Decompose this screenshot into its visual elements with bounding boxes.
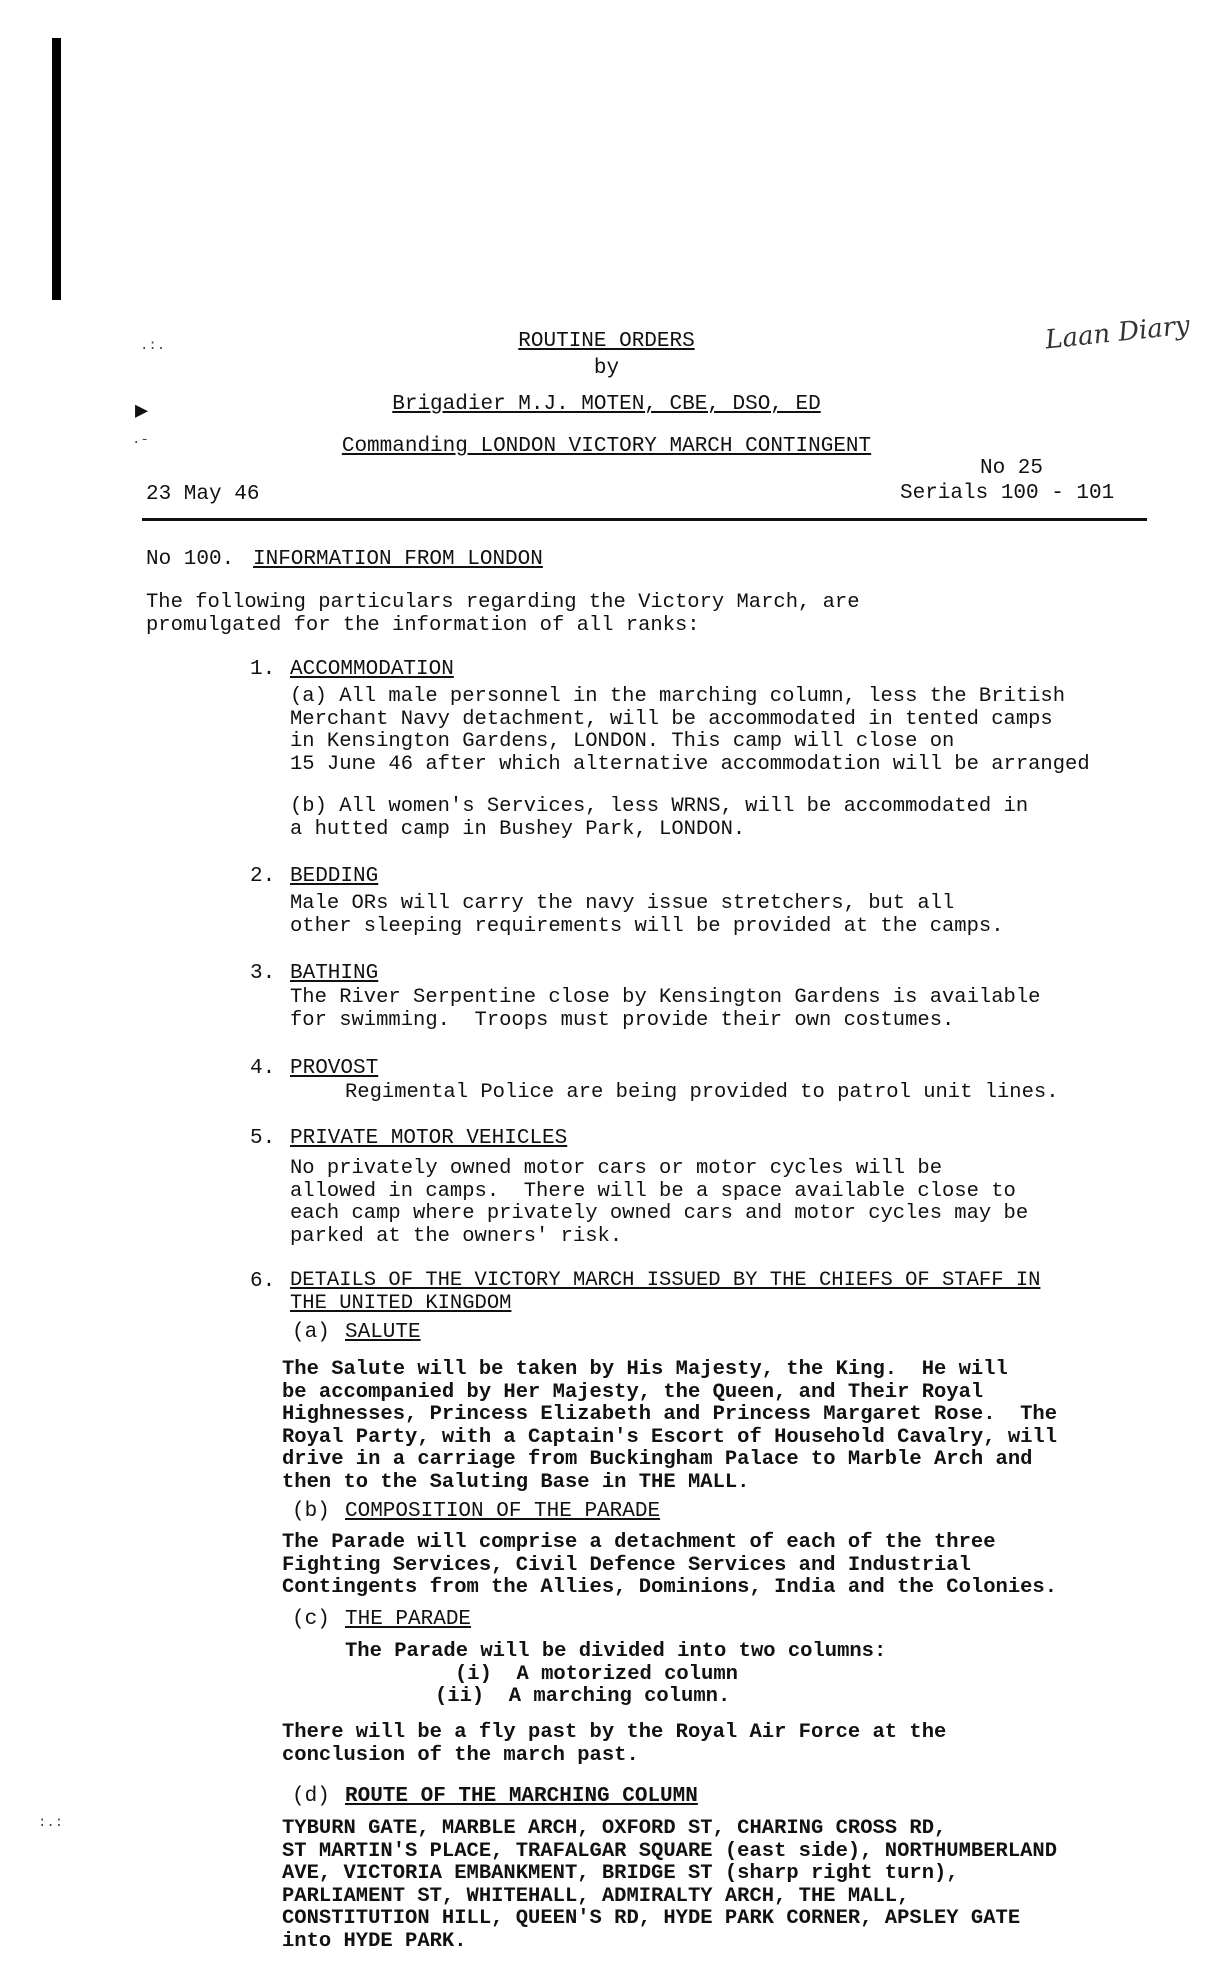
order-number-label: No 100. [146, 548, 235, 571]
item-6c-flypast: There will be a fly past by the Royal Air Force at the conclusion of the march past. [282, 1721, 947, 1767]
order-number: No 25 [980, 457, 1044, 480]
item-3-number: 3. [250, 962, 276, 985]
item-6-number: 6. [250, 1270, 276, 1293]
item-6c-column-1: (i) A motorized column [455, 1663, 738, 1686]
punch-mark: :.: [38, 1815, 64, 1831]
item-5-text: No privately owned motor cars or motor cycles will be allowed in camps. There will be a space available close to each camp where privately owned cars and motor cycles may be parked at the owners' risk. [290, 1157, 1029, 1248]
order-title: INFORMATION FROM LONDON [253, 548, 543, 571]
item-1-title: ACCOMMODATION [290, 658, 454, 681]
item-6b-text: The Parade will comprise a detachment of each of the three Fighting Services, Civil Defence Services and Industrial Contingents from the Allies, Dominions, India and the Colonies. [282, 1531, 1058, 1599]
header-commander: Brigadier M.J. MOTEN, CBE, DSO, ED [392, 393, 821, 416]
item-4-title: PROVOST [290, 1057, 379, 1080]
item-1a-text: (a) All male personnel in the marching column, less the British Merchant Navy detachment, will be accommodated in tented camps in Kensington Gardens, LONDON. This camp will close on 15 June 46 after which alternative accommodation will be arranged [290, 685, 1090, 776]
item-5-title: PRIVATE MOTOR VEHICLES [290, 1127, 568, 1150]
header-command: Commanding LONDON VICTORY MARCH CONTINGENT [341, 435, 872, 458]
arrow-mark: ▶ [135, 399, 149, 424]
item-6a-title: SALUTE [345, 1321, 421, 1344]
item-6-title: DETAILS OF THE VICTORY MARCH ISSUED BY THE CHIEFS OF STAFF IN THE UNITED KINGDOM [290, 1269, 1041, 1315]
serials: Serials 100 - 101 [900, 482, 1115, 505]
handwritten-note: Laan Diary [1043, 310, 1192, 356]
item-6c-text: The Parade will be divided into two columns: [345, 1640, 887, 1663]
header-title: ROUTINE ORDERS [518, 330, 695, 353]
item-6b-title: COMPOSITION OF THE PARADE [345, 1500, 661, 1523]
item-2-number: 2. [250, 865, 276, 888]
order-date: 23 May 46 [146, 483, 260, 506]
punch-mark: .- [132, 432, 149, 448]
item-5-number: 5. [250, 1127, 276, 1150]
item-3-text: The River Serpentine close by Kensington Gardens is available for swimming. Troops must provide their own costumes. [290, 986, 1041, 1032]
item-3-title: BATHING [290, 962, 379, 985]
item-2-text: Male ORs will carry the navy issue stretchers, but all other sleeping requirements will be provided at the camps. [290, 892, 1004, 938]
margin-bar [52, 38, 61, 300]
item-6d-route: TYBURN GATE, MARBLE ARCH, OXFORD ST, CHARING CROSS RD, ST MARTIN'S PLACE, TRAFALGAR SQUARE (east side), NORTHUMBERLAND AVE, VICTORIA EMBANKMENT, BRIDGE ST (sharp right turn), PARLIAMENT ST, WHITEHALL, ADMIRALTY ARCH, THE MALL, CONSTITUTION HILL, QUEEN'S RD, HYDE PARK CORNER, APSLEY GATE into HYDE PARK. [282, 1817, 1058, 1953]
header-by: by [593, 357, 620, 380]
item-4-number: 4. [250, 1057, 276, 1080]
divider [142, 518, 1147, 521]
item-1-number: 1. [250, 658, 276, 681]
item-6b-label: (b) [292, 1500, 330, 1523]
item-6c-column-2: (ii) A marching column. [435, 1685, 731, 1708]
item-6c-label: (c) [292, 1608, 330, 1631]
item-6a-label: (a) [292, 1321, 330, 1344]
item-6a-text: The Salute will be taken by His Majesty, the King. He will be accompanied by Her Majesty, the Queen, and Their Royal Highnesses, Princess Elizabeth and Princess Margaret Rose. The Royal Party, with a Captain's Escort of Household Cavalry, will drive in a carriage from Buckingham Palace to Marble Arch and then to the Saluting Base in THE MALL. [282, 1358, 1058, 1494]
item-6d-title: ROUTE OF THE MARCHING COLUMN [345, 1785, 698, 1808]
item-1b-text: (b) All women's Services, less WRNS, will be accommodated in a hutted camp in Bushey Park, LONDON. [290, 795, 1029, 841]
item-6d-label: (d) [292, 1785, 330, 1808]
item-2-title: BEDDING [290, 865, 379, 888]
order-intro: The following particulars regarding the Victory March, are promulgated for the information of all ranks: [146, 591, 860, 637]
item-6c-title: THE PARADE [345, 1608, 472, 1631]
item-4-text: Regimental Police are being provided to patrol unit lines. [345, 1081, 1059, 1104]
punch-mark: .:. [140, 338, 166, 354]
